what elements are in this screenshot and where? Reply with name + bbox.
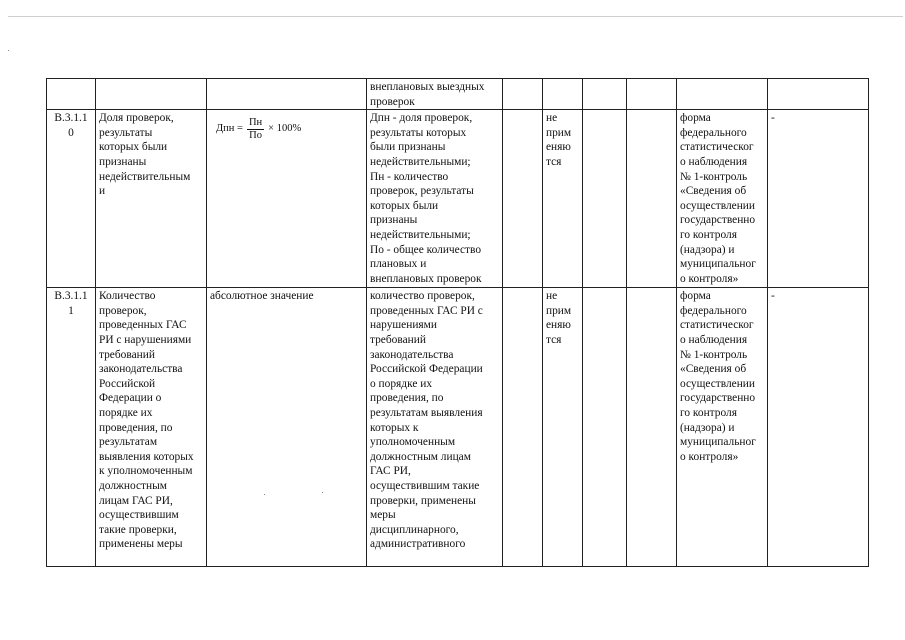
cell-text-line: Доля проверок, (99, 112, 174, 125)
cell-text-line: проверки, применены (370, 494, 476, 507)
applicability-cell (543, 110, 583, 288)
table-row (47, 288, 869, 567)
cell-text-line: и (99, 185, 106, 198)
last-cell: - (768, 288, 869, 567)
empty-cell (627, 79, 677, 110)
formula-numerator: Пн (248, 117, 263, 129)
cell-text-line: абсолютное значение (210, 290, 314, 303)
cell-text-line: го контроля (680, 406, 737, 419)
empty-cell (627, 288, 677, 567)
cell-text-line: которых были (99, 141, 168, 154)
source-cell (677, 110, 768, 288)
cell-text-line: статистическог (680, 319, 754, 332)
empty-cell (503, 288, 543, 567)
cell-text-line: порядке их (99, 406, 153, 419)
cell-text-line: законодательства (370, 348, 454, 361)
scan-edge-line (8, 16, 903, 17)
cell-text-line: Российской Федерации (370, 363, 483, 376)
cell-text-line: проведенных ГАС (99, 319, 187, 332)
cell-text-line: признаны (370, 214, 418, 227)
cell-text-line: административного (370, 538, 466, 551)
cell-text-line: Федерации о (99, 392, 162, 405)
cell-text-line: меры (370, 509, 396, 522)
cell-text-line: нарушениями (370, 319, 437, 332)
cell-text-line: государственно (680, 392, 756, 405)
cell-text-line: проверок, (99, 304, 147, 317)
cell-text-line: Количество (99, 290, 156, 303)
empty-cell (583, 110, 627, 288)
cell-text-line: законодательства (99, 363, 183, 376)
table-row (47, 79, 869, 110)
empty-cell (503, 79, 543, 110)
cell-text-line: проведения, по (99, 421, 173, 434)
cell-text-line: статистическог (680, 141, 754, 154)
formula (216, 117, 363, 142)
cell-text-line: федерального (680, 126, 747, 139)
cell-text-line: «Сведения об (680, 185, 747, 198)
cell-text-line: которых к (370, 421, 419, 434)
cell-text-line: количество проверок, (370, 290, 475, 303)
cell-text-line: проведенных ГАС РИ с (370, 304, 483, 317)
cell-text-line: еняю (546, 141, 571, 154)
method-cell (207, 79, 367, 110)
code-cell (47, 288, 96, 567)
empty-cell (503, 110, 543, 288)
cell-text-line: не (546, 290, 558, 303)
cell-text-line: должностным лицам (370, 450, 471, 463)
cell-text-line: (надзора) и (680, 421, 735, 434)
cell-text-line: результатам выявления (370, 406, 483, 419)
empty-cell (627, 110, 677, 288)
cell-text-line: муниципальног (680, 258, 756, 271)
formula-rhs: × 100% (268, 123, 302, 135)
cell-text-line: о наблюдения (680, 155, 748, 168)
cell-text-line: По - общее количество (370, 243, 482, 256)
indicators-table (46, 78, 869, 567)
method-cell (207, 288, 367, 567)
source-cell (677, 288, 768, 567)
cell-text-line: Российской (99, 377, 156, 390)
code-cell (47, 79, 96, 110)
cell-text-line: тся (546, 333, 562, 346)
cell-text-line: федерального (680, 304, 747, 317)
cell-text-line: о порядке их (370, 377, 433, 390)
description-cell (367, 288, 503, 567)
cell-text-line: осуществившим (99, 509, 179, 522)
cell-text-line: 1 (68, 304, 74, 317)
cell-text-line: 0 (68, 126, 74, 139)
description-cell (367, 110, 503, 288)
cell-text-line: внеплановых выездных (370, 81, 485, 93)
cell-text-line: уполномоченным (370, 436, 456, 449)
name-cell (96, 79, 207, 110)
applicability-cell (543, 79, 583, 110)
cell-text-line: которых были (370, 199, 439, 212)
cell-text-line: недействительными; (370, 155, 471, 168)
cell-text-line: недействительным (99, 170, 191, 183)
cell-text-line: требований (99, 348, 155, 361)
cell-text-line: плановых и (370, 258, 427, 271)
last-cell (768, 79, 869, 110)
cell-text-line: еняю (546, 319, 571, 332)
cell-text-line: внеплановых проверок (370, 272, 482, 285)
cell-text-line: государственно (680, 214, 756, 227)
table-row (47, 110, 869, 288)
cell-text-line: о наблюдения (680, 333, 748, 346)
cell-text-line: о контроля» (680, 272, 739, 285)
formula-lhs: Дпн = (216, 123, 243, 135)
formula-fraction (247, 117, 264, 142)
method-cell (207, 110, 367, 288)
cell-text-line: признаны (99, 155, 147, 168)
cell-text-line: «Сведения об (680, 363, 747, 376)
cell-text-line: о контроля» (680, 450, 739, 463)
name-cell (96, 288, 207, 567)
cell-text-line: № 1-контроль (680, 348, 748, 361)
cell-text-line: муниципальног (680, 436, 756, 449)
cell-text-line: проверок, результаты (370, 185, 474, 198)
code-cell (47, 110, 96, 288)
cell-text-line: такие проверки, (99, 523, 177, 536)
cell-text-line: прим (546, 126, 572, 139)
cell-text-line: были признаны (370, 141, 446, 154)
cell-text-line: применены меры (99, 538, 183, 551)
cell-text-line: форма (680, 112, 711, 125)
scan-speck (8, 50, 9, 51)
cell-text-line: Дпн - доля проверок, (370, 112, 473, 125)
formula-denominator: По (249, 130, 262, 142)
cell-text-line: осуществлении (680, 377, 755, 390)
cell-text-line: требований (370, 333, 426, 346)
cell-text-line: прим (546, 304, 572, 317)
source-cell (677, 79, 768, 110)
cell-text-line: го контроля (680, 228, 737, 241)
cell-text-line: недействительными; (370, 228, 471, 241)
cell-text-line: не (546, 112, 558, 125)
cell-text-line: выявления которых (99, 450, 194, 463)
cell-text-line: результатам (99, 436, 158, 449)
cell-text-line: осуществившим такие (370, 479, 480, 492)
cell-text-line: проведения, по (370, 392, 444, 405)
cell-text-line: В.3.1.1 (54, 112, 88, 125)
applicability-cell (543, 288, 583, 567)
cell-text-line: лицам ГАС РИ, (99, 494, 173, 507)
empty-cell (583, 79, 627, 110)
cell-text-line: форма (680, 290, 711, 303)
cell-text-line: к уполномоченным (99, 465, 193, 478)
cell-text-line: Пн - количество (370, 170, 449, 183)
name-cell (96, 110, 207, 288)
cell-text-line: тся (546, 155, 562, 168)
cell-text-line: результаты (99, 126, 153, 139)
cell-text-line: проверок (370, 95, 415, 108)
last-cell: - (768, 110, 869, 288)
cell-text-line: результаты которых (370, 126, 467, 139)
description-cell (367, 79, 503, 110)
cell-text-line: ГАС РИ, (370, 465, 411, 478)
cell-text-line: В.3.1.1 (54, 290, 88, 303)
cell-text-line: (надзора) и (680, 243, 735, 256)
cell-text-line: РИ с нарушениями (99, 333, 192, 346)
cell-text-line: № 1-контроль (680, 170, 748, 183)
cell-text-line: должностным (99, 479, 167, 492)
cell-text-line: дисциплинарного, (370, 523, 459, 536)
empty-cell (583, 288, 627, 567)
cell-text-line: осуществлении (680, 199, 755, 212)
